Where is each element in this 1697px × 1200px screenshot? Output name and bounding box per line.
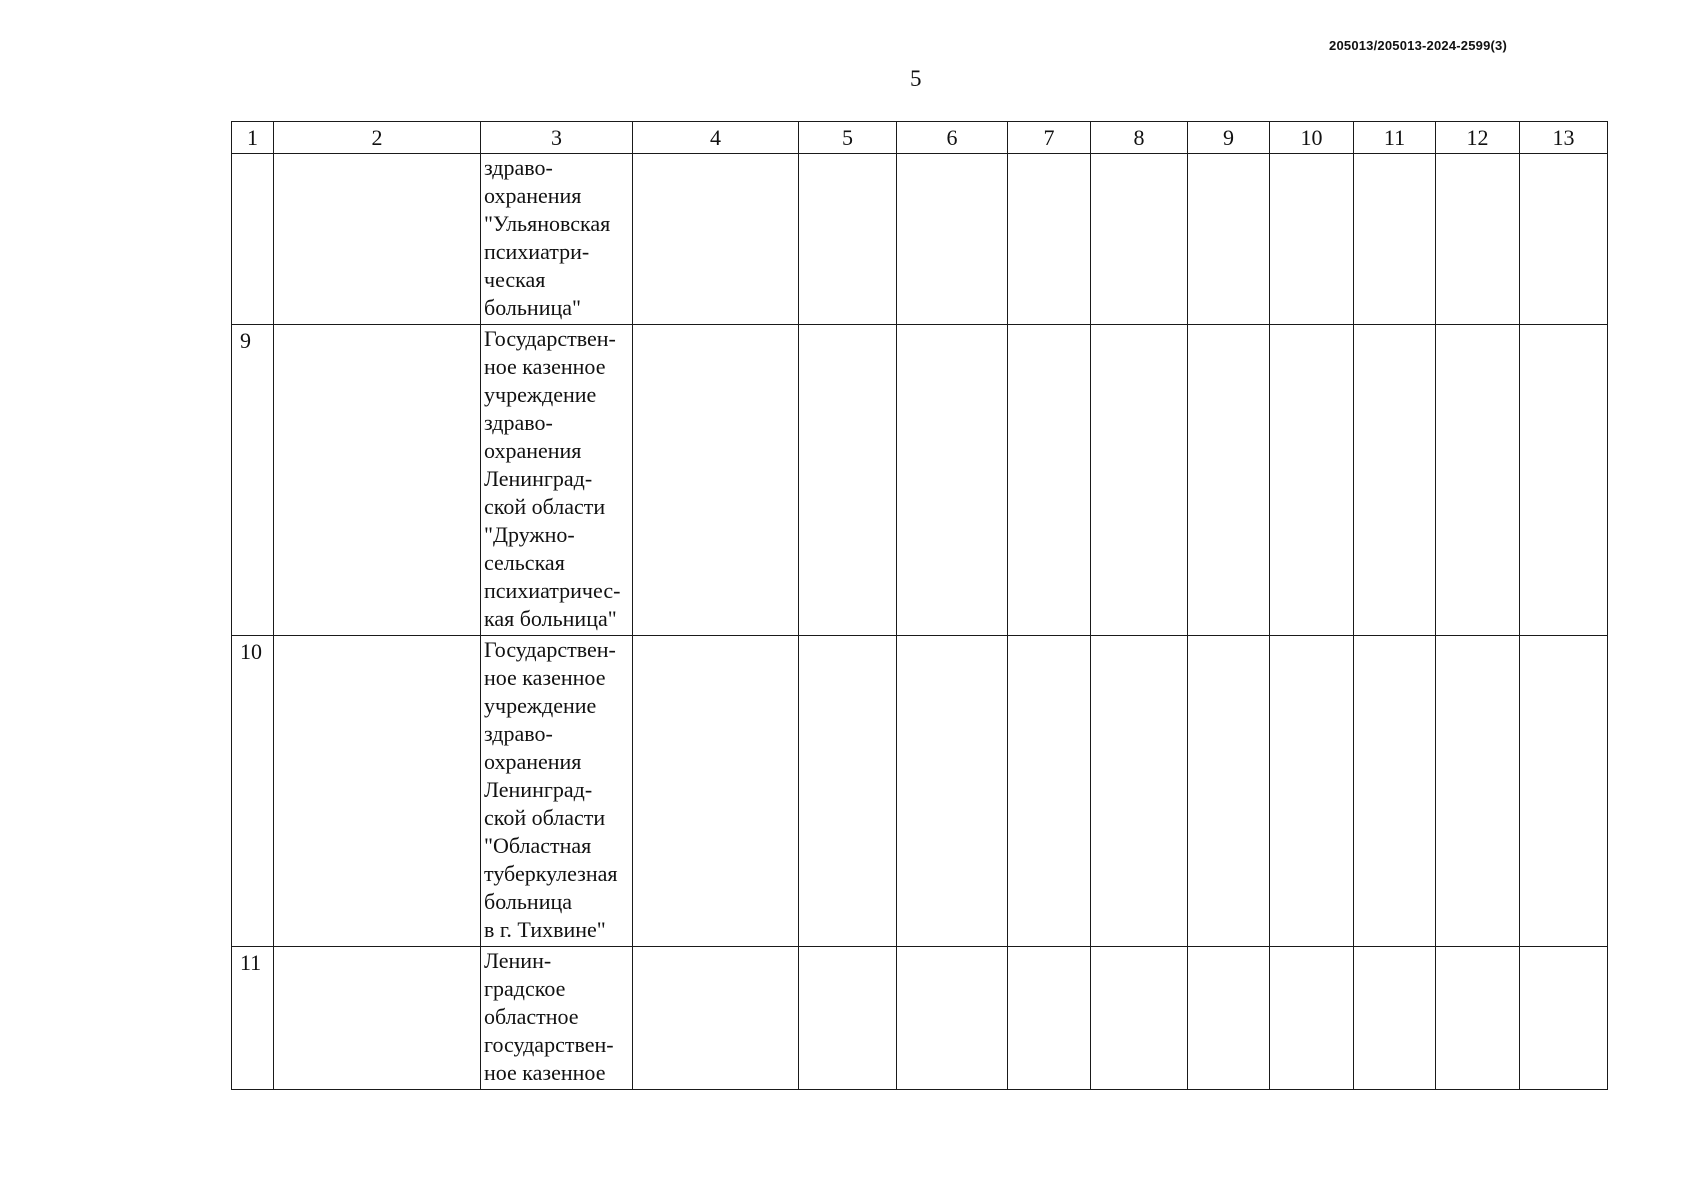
name-line: больница" [484,295,581,320]
name-line: охранения [484,183,582,208]
name-line: ное казенное [484,354,606,379]
page-number: 5 [910,66,922,91]
name-line: охранения [484,438,582,463]
empty-cell [1188,947,1270,1090]
name-line: "Ульяновская [484,211,611,236]
name-line: государствен- [484,1032,614,1057]
empty-cell [633,636,799,947]
column-header: 4 [633,122,799,154]
empty-cell [1354,325,1436,636]
name-line: кая больница" [484,606,617,631]
column-number-row [232,122,1608,154]
empty-cell [633,325,799,636]
empty-cell [633,154,799,325]
institution-name [481,947,633,1090]
empty-cell [1354,636,1436,947]
name-line: ской области [484,494,606,519]
empty-cell [799,947,897,1090]
name-line: здраво- [484,155,553,180]
name-line: ской области [484,805,606,830]
name-line: Государствен- [484,326,616,351]
name-line: учреждение [484,693,597,718]
document-id: 205013/205013-2024-2599(3) [1329,38,1507,53]
name-line: здраво- [484,721,553,746]
column-header: 3 [481,122,633,154]
empty-cell [633,947,799,1090]
column-header: 8 [1091,122,1188,154]
column-header: 12 [1436,122,1520,154]
name-line: туберкулезная [484,861,618,886]
name-line: в г. Тихвине" [484,917,606,942]
table-row [232,325,1608,636]
empty-cell [1270,154,1354,325]
column-header: 1 [232,122,274,154]
name-line: Ленин- [484,948,552,973]
column-header: 7 [1008,122,1091,154]
empty-cell [1270,947,1354,1090]
empty-cell [1270,325,1354,636]
name-line: психиатри- [484,239,590,264]
empty-cell [1270,636,1354,947]
empty-cell [1091,325,1188,636]
row-number: 10 [232,636,274,947]
empty-cell [1436,154,1520,325]
empty-cell [274,947,481,1090]
name-line: ное казенное [484,1060,606,1085]
institution-name [481,154,633,325]
name-line: "Областная [484,833,592,858]
empty-cell [799,154,897,325]
name-line: учреждение [484,382,597,407]
institution-name [481,636,633,947]
name-line: Государствен- [484,637,616,662]
empty-cell [1091,154,1188,325]
name-line: областное [484,1004,579,1029]
column-header: 9 [1188,122,1270,154]
name-line: "Дружно- [484,522,575,547]
empty-cell [897,154,1008,325]
empty-cell [1091,636,1188,947]
empty-cell [1008,947,1091,1090]
empty-cell [274,154,481,325]
empty-cell [897,325,1008,636]
column-header: 6 [897,122,1008,154]
empty-cell [274,636,481,947]
name-line: психиатричес- [484,578,621,603]
empty-cell [1188,154,1270,325]
table-row [232,154,1608,325]
empty-cell [274,325,481,636]
empty-cell [1520,154,1608,325]
name-line: ное казенное [484,665,606,690]
empty-cell [1188,636,1270,947]
empty-cell [897,636,1008,947]
column-header: 5 [799,122,897,154]
column-header: 13 [1520,122,1608,154]
row-number: 9 [232,325,274,636]
table-row [232,636,1608,947]
empty-cell [1520,325,1608,636]
name-line: здраво- [484,410,553,435]
name-line: охранения [484,749,582,774]
name-line: градское [484,976,566,1001]
table-row [232,947,1608,1090]
empty-cell [799,325,897,636]
empty-cell [1436,636,1520,947]
empty-cell [1354,947,1436,1090]
empty-cell [1008,325,1091,636]
empty-cell [1436,325,1520,636]
empty-cell [1520,947,1608,1090]
name-line: сельская [484,550,565,575]
empty-cell [1008,636,1091,947]
empty-cell [1008,154,1091,325]
column-header: 11 [1354,122,1436,154]
empty-cell [1520,636,1608,947]
row-number: 11 [232,947,274,1090]
name-line: Ленинград- [484,466,593,491]
name-line: ческая [484,267,546,292]
empty-cell [1188,325,1270,636]
empty-cell [1091,947,1188,1090]
column-header: 10 [1270,122,1354,154]
empty-cell [897,947,1008,1090]
name-line: больница [484,889,572,914]
empty-cell [1354,154,1436,325]
name-line: Ленинград- [484,777,593,802]
empty-cell [799,636,897,947]
institution-name [481,325,633,636]
empty-cell [1436,947,1520,1090]
row-number [232,154,274,325]
column-header: 2 [274,122,481,154]
register-table [231,121,1608,1090]
